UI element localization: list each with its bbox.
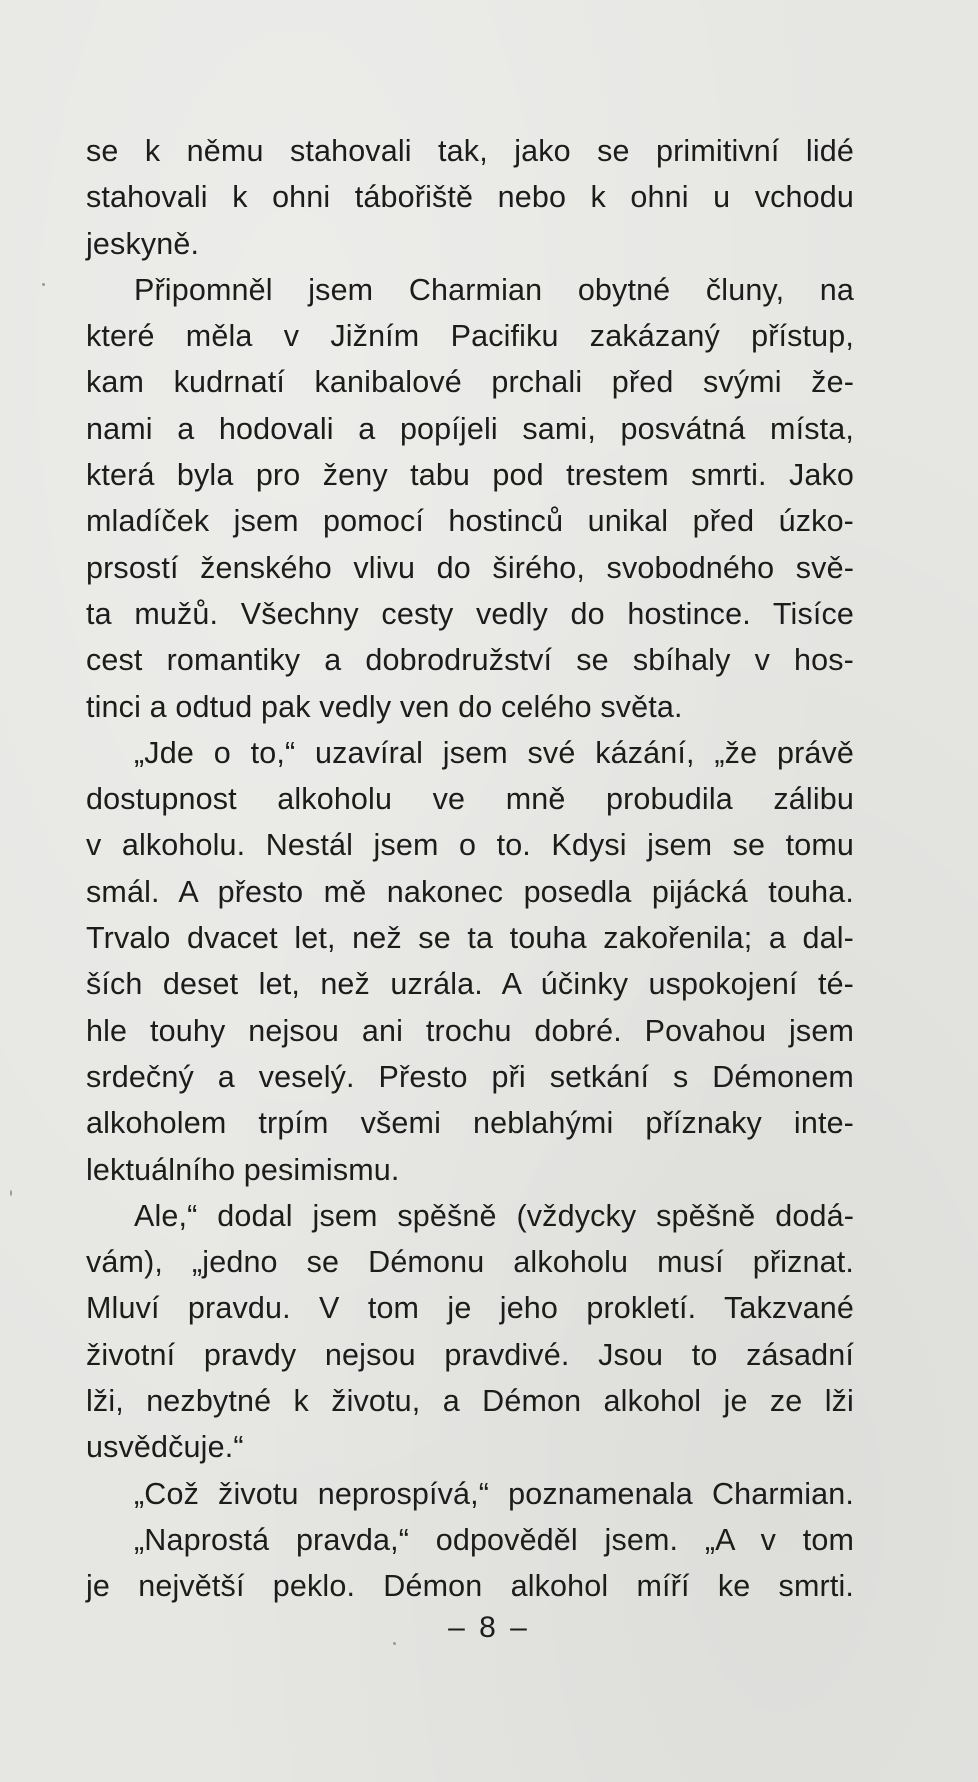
text-line: kam kudrnatí kanibalové prchali před svými že- [86,365,854,400]
text-line: lektuálního pesimismu. [86,1152,400,1187]
text-line: která byla pro ženy tabu pod trestem smrti. Jako [86,458,854,493]
paper-speck [393,1642,396,1645]
text-line: je největší peklo. Démon alkohol míří ke smrti. [86,1569,854,1604]
text-line: které měla v Jižním Pacifiku zakázaný přístup, [86,319,854,354]
page-text [86,128,854,1610]
paper-speck [42,283,45,286]
text-line: jeskyně. [86,226,200,261]
paragraph-first-line: Ale,“ dodal jsem spěšně (vždycky spěšně dodá- [134,1198,854,1233]
text-line: tinci a odtud pak vedly ven do celého světa. [86,689,683,724]
paragraph-first-line: „Což životu neprospívá,“ poznamenala Charmian. [134,1476,854,1511]
text-line: stahovali k ohni tábořiště nebo k ohni u vchodu [86,180,854,215]
paragraph-first-line: „Naprostá pravda,“ odpověděl jsem. „A v tom [134,1522,854,1557]
text-line: prsostí ženského vlivu do širého, svobodného svě- [86,550,854,585]
text-line: cest romantiky a dobrodružství se sbíhaly v hos- [86,643,854,678]
page-number: – 8 – [448,1611,530,1644]
text-line: smál. A přesto mě nakonec posedla pijácká touha. [86,874,854,909]
text-line: hle touhy nejsou ani trochu dobré. Povahou jsem [86,1013,854,1048]
paragraph-first-line: „Jde o to,“ uzavíral jsem své kázání, „že právě [134,735,854,770]
paragraph-first-line: Připomněl jsem Charmian obytné čluny, na [134,272,854,307]
text-line: Mluví pravdu. V tom je jeho prokletí. Takzvané [86,1291,854,1326]
text-line: usvědčuje.“ [86,1430,244,1465]
text-line: se k němu stahovali tak, jako se primitivní lidé [86,134,854,168]
text-line: nami a hodovali a popíjeli sami, posvátná místa, [86,411,854,446]
text-line: Trvalo dvacet let, než se ta touha zakořenila; a dal- [86,921,854,956]
paper-speck [10,1190,12,1196]
text-line: alkoholem trpím všemi neblahými příznaky inte- [86,1106,854,1141]
text-line: mladíček jsem pomocí hostinců unikal před úzko- [86,504,854,539]
text-line: dostupnost alkoholu ve mně probudila zálibu [86,782,854,817]
text-line: vám), „jedno se Démonu alkoholu musí přiznat. [86,1245,854,1280]
text-line: srdečný a veselý. Přesto při setkání s Démonem [86,1059,854,1094]
text-line: lži, nezbytné k životu, a Démon alkohol je ze lži [86,1384,854,1419]
text-line: životní pravdy nejsou pravdivé. Jsou to zásadní [86,1337,854,1372]
text-line: ta mužů. Všechny cesty vedly do hostince. Tisíce [86,596,854,631]
text-line: v alkoholu. Nestál jsem o to. Kdysi jsem se tomu [86,828,854,863]
text-line: ších deset let, než uzrála. A účinky uspokojení té- [86,967,854,1002]
